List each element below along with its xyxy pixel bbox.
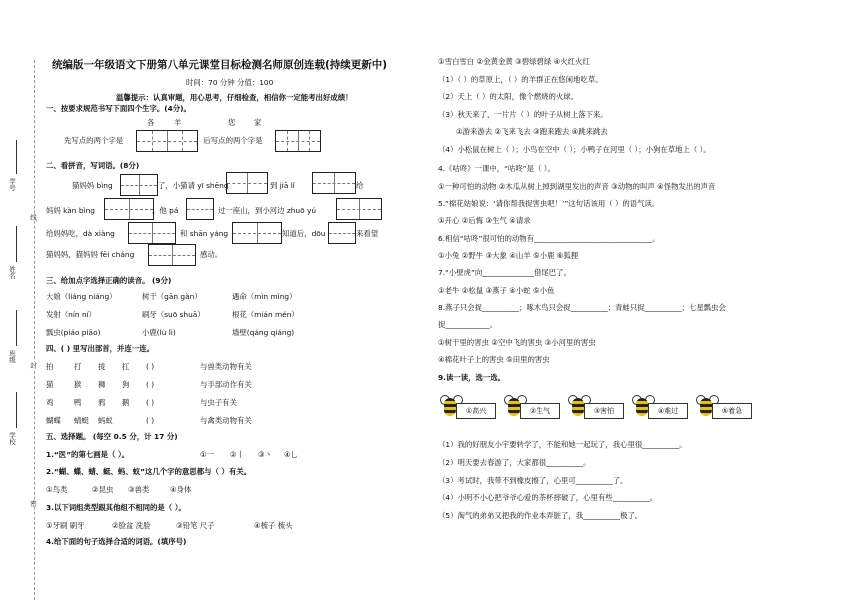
- bee-option[interactable]: [440, 395, 498, 423]
- section1-heading: 一、按要求规范书写下面四个生字。(4分)。: [46, 104, 191, 113]
- q1-option[interactable]: ①一: [200, 450, 215, 459]
- writing-grid[interactable]: [275, 130, 321, 152]
- s1-char: 各: [147, 118, 155, 127]
- q3-text: 3.以下词组类型跟其他组不相同的是（ ）。: [46, 503, 186, 512]
- s4-category: 与兽类动物有关: [200, 362, 252, 371]
- side-field-line[interactable]: [16, 392, 17, 428]
- q2-option[interactable]: ④身体: [170, 485, 192, 494]
- q3-option[interactable]: ②脸盆 洗脸: [112, 521, 151, 530]
- tip-text: 温馨提示：认真审题，用心思考，仔细检查，相信你一定能考出好成绩！: [116, 93, 353, 102]
- bee-option[interactable]: [504, 395, 562, 423]
- s2-text: 知道后，dōu: [282, 229, 326, 238]
- s4-char: 猫: [46, 380, 54, 389]
- bee-option-label: ④难过: [648, 403, 688, 419]
- s4-category: 与禽类动物有关: [200, 416, 252, 425]
- bee-option-label: ③害怕: [584, 403, 624, 419]
- side-label-xuehao: 学号: [8, 178, 16, 191]
- r9-q5: （5）淘气的弟弟又把我的作业本弄脏了，我__________极了。: [438, 511, 643, 520]
- side-seal-feng: 封: [29, 362, 37, 369]
- r-options-8a: ①树干里的害虫 ②空中飞的害虫 ③小河里的害虫: [438, 338, 596, 347]
- q1-text: 1.“医”的第七画是（ ）。: [46, 450, 130, 459]
- s1-char: 您: [228, 118, 236, 127]
- s2-text: 感动。: [200, 250, 223, 259]
- r-q3: （3）秋天来了，一片片（ ）的叶子从树上落下来。: [438, 110, 608, 119]
- bee-option-label: ②生气: [520, 403, 560, 419]
- bee-option-label: ⑤着急: [712, 403, 752, 419]
- bee-option[interactable]: [568, 395, 626, 423]
- side-seal-mi: 密: [29, 500, 37, 507]
- r-options-5: ①开心 ②后悔 ③生气 ④请求: [438, 216, 531, 225]
- s4-char: 狗: [122, 380, 130, 389]
- s4-radical-blank[interactable]: ( ): [146, 398, 155, 407]
- q3-option[interactable]: ①牙刷 刷牙: [46, 521, 85, 530]
- s1-char: 家: [254, 118, 262, 127]
- s3-item: 刷牙（suō shuā）: [142, 310, 205, 319]
- s3-item: 瓢虫(piáo piāo): [46, 328, 101, 337]
- s1-prompt1: 先写点的两个字是: [64, 136, 124, 145]
- side-field-line[interactable]: [16, 310, 17, 346]
- writing-grid[interactable]: [128, 222, 176, 244]
- s4-char: 拍: [46, 362, 54, 371]
- r-question-8: 8.燕子只会捉__________；啄木鸟只会捉__________；青蛙只捉__________；七星瓢虫会: [438, 303, 726, 312]
- side-label-xingming: 姓名: [8, 266, 16, 279]
- q3-option[interactable]: ④梳子 梳头: [254, 521, 293, 530]
- s4-char: 拢: [98, 362, 106, 371]
- r-question-5: 5.“棉花姑娘说：‘请你帮我捉害虫吧！’”这句话该用（ ）的语气读。: [438, 199, 660, 208]
- r-options-6: ①小兔 ②野牛 ③大象 ④山羊 ⑤小鹿 ⑥狐狸: [438, 251, 579, 260]
- s4-char: 狮: [98, 380, 106, 389]
- s2-text: 猫妈妈，猫妈妈 fēi cháng: [46, 250, 135, 259]
- r-question-9: 9.读一读，选一选。: [438, 373, 506, 382]
- s4-char: 鸭: [74, 398, 82, 407]
- s4-char: 鸡: [46, 398, 54, 407]
- q2-option[interactable]: ①鸟类: [46, 485, 68, 494]
- s2-text: 给: [356, 181, 364, 190]
- s4-radical-blank[interactable]: ( ): [146, 380, 155, 389]
- s4-char: 蝴蝶: [46, 416, 61, 425]
- side-seal-xian: 线: [29, 214, 37, 221]
- s2-text: 过一座山，到小河边 zhuō yú: [218, 206, 317, 215]
- q2-option[interactable]: ③兽类: [128, 485, 150, 494]
- r-options-8b: ④棉花叶子上的害虫 ⑤田里的害虫: [438, 355, 550, 364]
- writing-grid[interactable]: [232, 222, 282, 244]
- s2-text: 给妈妈吃，dà xiàng: [46, 229, 115, 238]
- r-question-8b: 捉____________。: [438, 320, 498, 329]
- r-options-4: ①一种可怕的动物 ②木瓜从树上掉到湖里发出的声音 ③动物的叫声 ④怪物发出的声音: [438, 182, 716, 191]
- s2-text: 妈妈 kàn bìng: [46, 206, 95, 215]
- s2-text: 猫妈妈 bìng: [72, 181, 113, 190]
- q2-text: 2.“蝴、蝶、蜻、蜓、蚂、蚁”这几个字的意思都与（ ）有关。: [46, 467, 252, 476]
- s4-char: 蜻蜓: [74, 416, 89, 425]
- q1-option[interactable]: ③丶: [258, 450, 273, 459]
- section2-heading: 二、看拼音，写词语。(8分): [46, 161, 140, 170]
- section4-heading: 四、( ) 里写出部首，并连一连。: [46, 344, 154, 353]
- s4-char: 扛: [122, 362, 130, 371]
- side-label-banji: 班级: [8, 350, 16, 363]
- q1-option[interactable]: ④乚: [284, 450, 299, 459]
- writing-grid[interactable]: [120, 174, 158, 196]
- bee-option-label: ①高兴: [456, 403, 496, 419]
- writing-grid[interactable]: [148, 244, 196, 266]
- s4-category: 与手部动作有关: [200, 380, 252, 389]
- r-question-4: 4.《咕咚》一课中，“咕咚”是（ ）。: [438, 164, 555, 173]
- side-label-xuexiao: 学校: [8, 432, 16, 445]
- s4-char: 鹅: [122, 398, 130, 407]
- r9-q1: （1）我的好朋友小宇要转学了，不能和她一起玩了，我心里很__________。: [438, 440, 687, 449]
- s4-category: 与虫子有关: [200, 398, 237, 407]
- s3-item: 树干（gān gàn）: [142, 292, 202, 301]
- s1-prompt2: ，后写点的两个字是: [196, 136, 263, 145]
- writing-grid[interactable]: [312, 172, 356, 194]
- r9-q2: （2）明天要去春游了，大家都很__________。: [438, 458, 591, 467]
- s3-item: 墙壁(qáng qiáng): [232, 328, 295, 337]
- s4-char: 鸦: [98, 398, 106, 407]
- s4-char: 猴: [74, 380, 82, 389]
- s2-text: 来看望: [356, 229, 379, 238]
- side-field-line[interactable]: [16, 226, 17, 262]
- writing-grid[interactable]: [186, 198, 214, 220]
- writing-grid[interactable]: [136, 130, 198, 152]
- page-title: 统编版一年级语文下册第八单元课堂目标检测名师原创连载(持续更新中): [52, 59, 388, 71]
- r-q1: （1）（ ）的草原上，（ ）的羊群正在悠闲地吃草。: [438, 75, 603, 84]
- r-options-1: ①雪白雪白 ②金黄金黄 ③碧绿碧绿 ④火红火红: [438, 57, 590, 66]
- writing-grid[interactable]: [226, 172, 268, 194]
- r-q4: （4）小松鼠在树上（ ）；小鸟在空中（ ）；小鸭子在河里（ ）；小狗在草地上（ ）。: [438, 145, 711, 154]
- r-question-7: 7.“小壁虎”向______________借尾巴了。: [438, 268, 571, 277]
- r9-q4: （4）小明不小心把爷爷心爱的茶杯摔破了，心里有些__________。: [438, 493, 658, 502]
- s2-text: 和 shān yáng: [180, 229, 229, 238]
- r-options-7: ①老牛 ②松鼠 ③燕子 ④小蛇 ⑤小鱼: [438, 286, 555, 295]
- s3-item: 根花（mián mén）: [232, 310, 299, 319]
- q3-option[interactable]: ③铅笔 尺子: [176, 521, 215, 530]
- s4-radical-blank[interactable]: ( ): [146, 362, 155, 371]
- section3-heading: 三、给加点字选择正确的读音。 (9分): [46, 276, 172, 285]
- q4-text: 4.给下面的句子选择合适的词语。(填序号): [46, 537, 187, 546]
- s4-radical-blank[interactable]: ( ): [146, 416, 155, 425]
- side-field-line[interactable]: [16, 140, 17, 174]
- section5-heading: 五、选择题。 (每空 0.5 分，计 17 分): [46, 432, 178, 441]
- q2-option[interactable]: ②昆虫: [92, 485, 114, 494]
- bee-option[interactable]: [632, 395, 690, 423]
- s4-char: 打: [74, 362, 82, 371]
- r9-q3: （3）考试时，我带不到橡皮擦了，心里可__________了。: [438, 476, 628, 485]
- r-options-2: ①游来游去 ②飞来飞去 ③跑来跑去 ④跳来跳去: [456, 127, 608, 136]
- s3-item: 小鹿(lù lì): [142, 328, 176, 337]
- s2-text: 了，小猫请 yī shēng: [158, 181, 229, 190]
- s4-char: 蚂蚁: [98, 416, 113, 425]
- exam-meta: 时间：70 分钟 分值：100: [186, 78, 274, 87]
- r-q2: （2）天上（ ）的太阳，像个燃烧的火球。: [438, 92, 579, 101]
- s1-char: 羊: [174, 118, 182, 127]
- s3-item: 遇命（mìn mìng）: [232, 292, 297, 301]
- s3-item: 大娘（liáng niáng）: [46, 292, 117, 301]
- q1-option[interactable]: ②丨: [230, 450, 245, 459]
- bee-option[interactable]: [696, 395, 754, 423]
- r-question-6: 6.相信“咕咚”很可怕的动物有________________________________。: [438, 234, 660, 243]
- s3-item: 发射（nín ní）: [46, 310, 97, 319]
- writing-grid[interactable]: [336, 198, 382, 220]
- writing-grid[interactable]: [104, 198, 154, 220]
- s2-text: 到 jiā lǐ: [270, 181, 295, 190]
- s2-text: 。他 pá: [152, 206, 179, 215]
- writing-grid[interactable]: [328, 222, 356, 244]
